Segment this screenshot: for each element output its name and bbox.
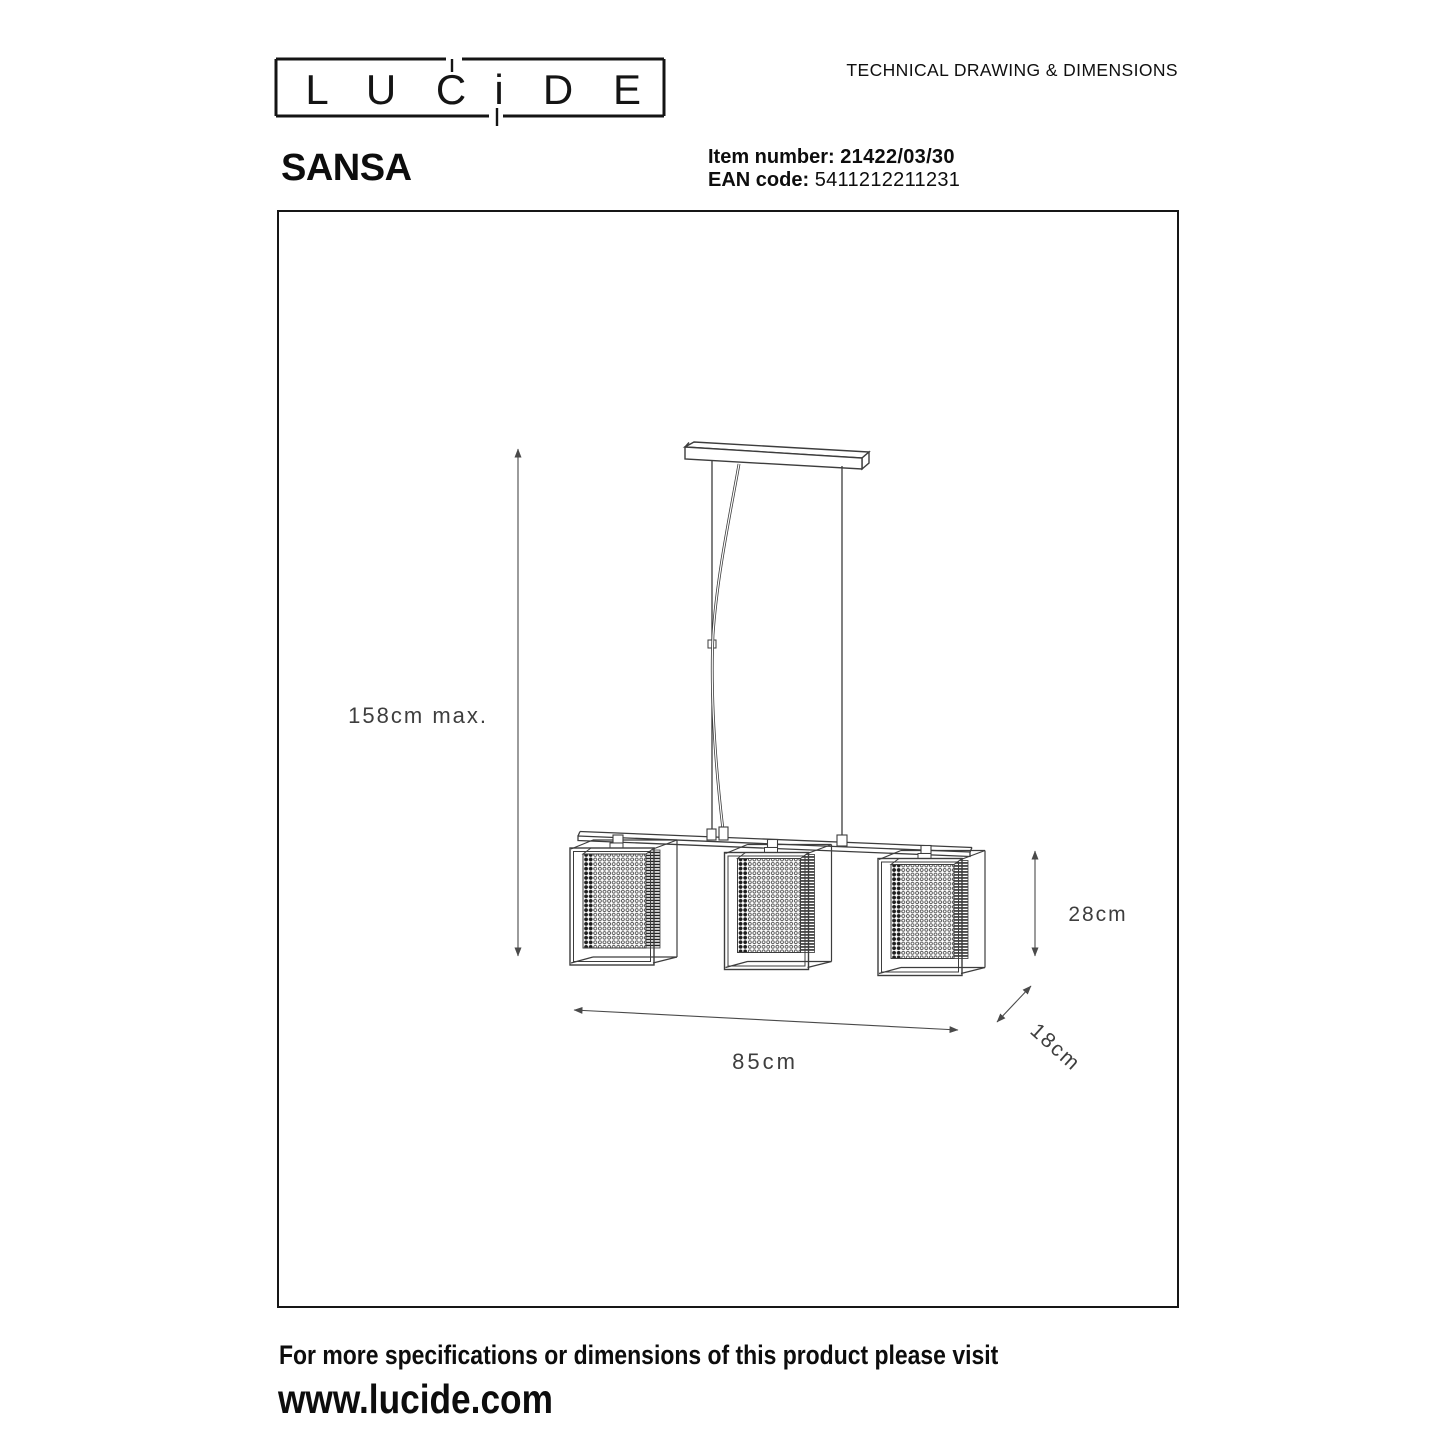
max-height-dimension-label: 158cm max. [348,703,488,728]
depth-dimension-label: 18cm [1025,1019,1086,1076]
item-number-label: Item number: [708,146,835,168]
logo-letter-u: U [365,66,397,113]
logo-letter-l: L [305,66,329,113]
product-codes [708,146,960,192]
product-name: SANSA [281,147,412,189]
logo-letter-i: i [494,66,504,113]
item-number-value: 21422/03/30 [840,146,955,168]
logo-letters [305,66,641,113]
logo-letter-e: E [612,66,642,113]
shade-height-dimension-label: 28cm [1068,903,1128,926]
ean-code-value: 5411212211231 [814,169,961,191]
logo-letter-c: C [435,66,467,113]
item-number-row [708,146,960,169]
footer-note: For more specifications or dimensions of this product please visit [279,1340,999,1370]
logo-box [276,59,664,116]
footer-website-link[interactable]: www.lucide.com [278,1376,553,1422]
drawing-border-box [277,210,1179,1308]
document-title: TECHNICAL DRAWING & DIMENSIONS [846,60,1178,80]
logo-letter-d: D [542,66,574,113]
ean-code-label: EAN code: [708,169,810,191]
ean-code-row [708,169,960,192]
width-dimension-label: 85cm [732,1049,798,1074]
